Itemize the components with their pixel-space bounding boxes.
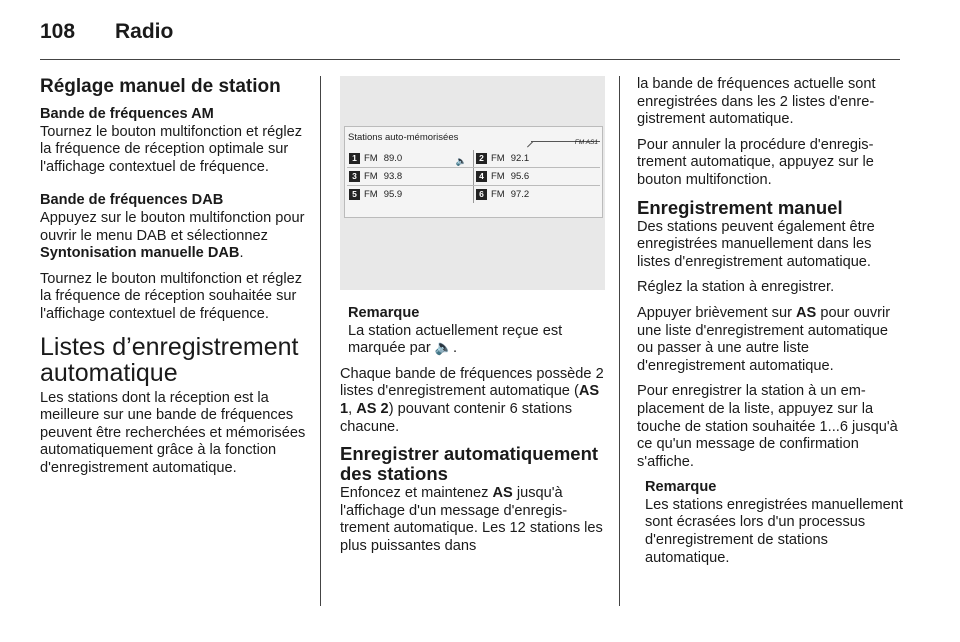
- paragraph: Pour enregistrer la station à un emplacement de la liste, appuyez sur la touche de station souhaitée 1...6 jusqu'à ce qu'un message de confirmation s'affiche.: [637, 383, 898, 470]
- column-3: [637, 76, 903, 575]
- display-tab-line: [527, 141, 533, 147]
- note-text: La station actuellement reçue est marquée par 🔈.: [348, 322, 563, 357]
- list-name: AS 2: [356, 400, 389, 417]
- header-rule: [40, 59, 900, 60]
- preset-5: [347, 186, 474, 203]
- frequency: 95.9: [383, 188, 403, 200]
- text: pour ouvrir une liste d'enregistrement automatique ou passer à une autre liste d'enregistrement automatique.: [637, 304, 891, 374]
- radio-display: [344, 126, 603, 218]
- paragraph: la bande de fréquences actuelle sont enregistrées dans les 2 listes d'enregistrement automatique.: [637, 76, 876, 128]
- preset-row: [347, 168, 600, 186]
- am-heading: Bande de fréquences AM: [40, 106, 214, 122]
- dab-heading: Bande de fréquences DAB: [40, 192, 224, 209]
- band: FM: [364, 188, 378, 200]
- preset-4: [474, 168, 600, 185]
- lists-info-paragraph: [340, 366, 605, 436]
- button-name: AS: [492, 485, 513, 502]
- preset-row: [347, 150, 600, 168]
- lists-paragraph: Les stations dont la réception est la meilleure sur une bande de fréquences peuvent être recherchées et mémorisées automatiquement grâce à la fonction d'enregistrement automatique.: [40, 389, 306, 476]
- dab-paragraph: [40, 210, 308, 263]
- paragraph: Des stations peuvent également être enregistrées manuellement dans les listes d'enregistrement automatique.: [637, 218, 875, 270]
- column-1: [40, 76, 308, 486]
- display-title: Stations auto-mémorisées: [348, 132, 459, 143]
- preset-number: 6: [476, 189, 487, 200]
- paragraph: Réglez la station à enregistrer.: [637, 279, 835, 296]
- column-divider: [320, 76, 321, 606]
- frequency: 93.8: [383, 170, 403, 182]
- note-block: [340, 305, 605, 358]
- preset-row: [347, 186, 600, 203]
- frequency: 97.2: [510, 188, 530, 200]
- preset-grid: [347, 150, 600, 203]
- band: FM: [491, 152, 505, 164]
- band: FM: [491, 170, 505, 182]
- note-label: Remarque: [645, 479, 717, 496]
- preset-1: [347, 150, 474, 167]
- list-name: AS 1: [340, 383, 600, 417]
- text: Chaque bande de fréquences possède 2 listes d'enregistrement automatique (: [340, 365, 604, 400]
- page-number: 108: [40, 20, 76, 43]
- preset-number: 5: [349, 189, 360, 200]
- column-2: [340, 76, 605, 564]
- note-block: [637, 479, 903, 567]
- auto-store-heading: Enregistrer automatiquement des stations: [340, 443, 599, 485]
- preset-3: [347, 168, 474, 185]
- speaker-icon: 🔈: [455, 156, 467, 166]
- preset-number: 1: [349, 153, 360, 164]
- preset-number: 3: [349, 171, 360, 182]
- auto-store-paragraph: [340, 485, 605, 555]
- lists-heading: Listes d’enregistrement automatique: [40, 332, 299, 387]
- text: Appuyer brièvement sur: [637, 304, 796, 321]
- text: ,: [348, 400, 357, 417]
- dab-paragraph-2: Tournez le bouton multifonction et réglez la fréquence de réception souhaitée sur l'affichage contextuel de fréquence.: [40, 270, 303, 322]
- band: FM: [491, 188, 505, 200]
- radio-screen-figure: [340, 76, 605, 290]
- preset-number: 2: [476, 153, 487, 164]
- manual-heading: Enregistrement manuel: [637, 196, 843, 218]
- note-label: Remarque: [348, 305, 420, 321]
- page-header-title: Radio: [115, 20, 174, 43]
- band: FM: [364, 152, 378, 164]
- preset-6: [474, 186, 600, 203]
- text: jusqu'à l'affichage d'un message d'enregistrement automatique. Les 12 stations les plus puissantes dans: [340, 485, 603, 554]
- text: Appuyez sur le bouton multifonction pour ouvrir le menu DAB et sélectionnez: [40, 209, 305, 244]
- display-list-tag: FM AS1: [574, 139, 598, 146]
- menu-name: Syntonisation manuelle DAB: [40, 245, 240, 262]
- note-text: Les stations enregistrées manuellement sont écrasées lors d'un processus d'enregistrement de stations automatique.: [645, 496, 903, 566]
- button-name: AS: [796, 304, 817, 321]
- preset-2: [474, 150, 600, 167]
- paragraph: Pour annuler la procédure d'enregistrement automatique, appuyez sur le bouton multifonction.: [637, 136, 874, 188]
- preset-number: 4: [476, 171, 487, 182]
- text: ) pouvant contenir 6 stations chacune.: [340, 400, 573, 435]
- am-paragraph: Tournez le bouton multifonction et réglez la fréquence de réception optimale sur l'affichage contextuel de fréquence.: [40, 123, 303, 175]
- section-title: Réglage manuel de station: [40, 76, 281, 97]
- band: FM: [364, 170, 378, 182]
- text: Enfoncez et maintenez: [340, 485, 493, 502]
- paragraph: [637, 305, 903, 375]
- text: .: [239, 245, 244, 262]
- frequency: 89.0: [383, 152, 403, 164]
- frequency: 95.6: [510, 170, 530, 182]
- column-divider: [619, 76, 620, 606]
- frequency: 92.1: [510, 152, 530, 164]
